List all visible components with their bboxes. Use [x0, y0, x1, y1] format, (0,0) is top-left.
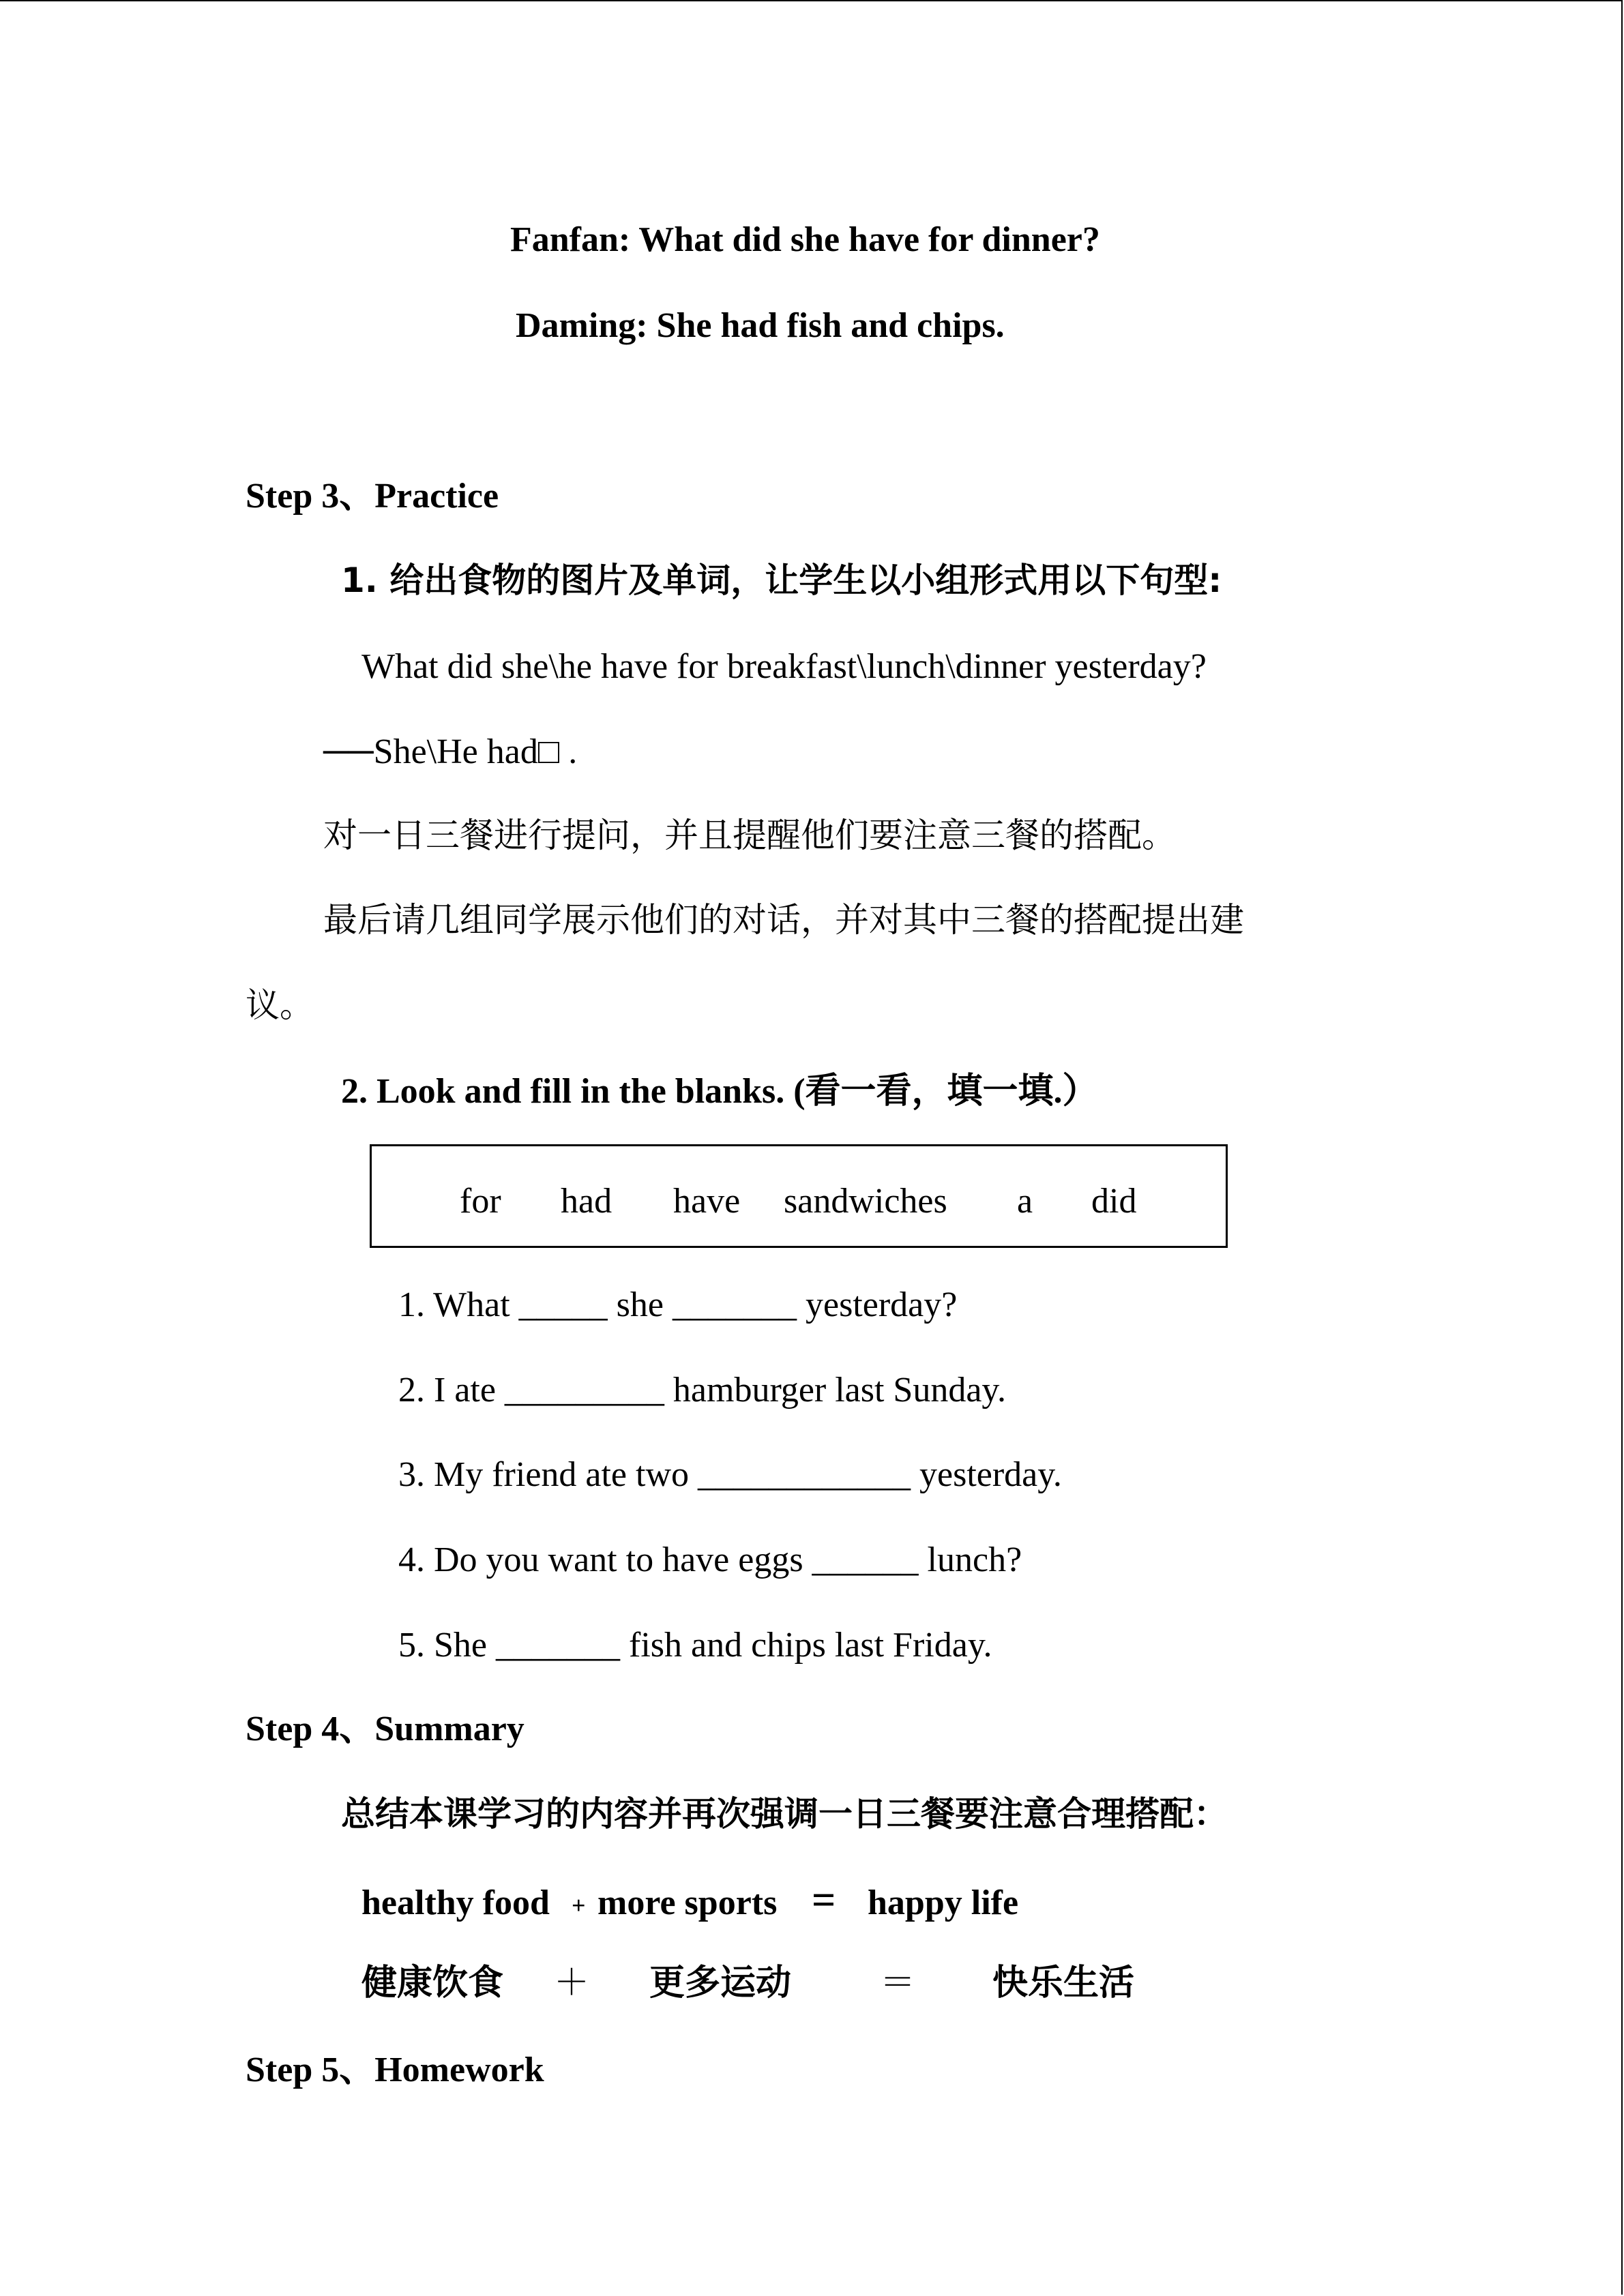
- step5-heading: Step 5、Homework: [246, 2051, 544, 2089]
- task2-title: 2. Look and fill in the blanks. (看一看，填一填.）: [341, 1072, 1098, 1111]
- word-bank-item: for: [460, 1182, 501, 1221]
- exercise-item: 5. She _______ fish and chips last Friday.: [398, 1626, 992, 1665]
- task1-title: 1. 给出食物的图片及单词，让学生以小组形式用以下句型:: [341, 561, 1222, 600]
- formula-cn-more-sports: 更多运动: [649, 1963, 792, 2003]
- formula-cn-plus: ＋: [554, 1963, 590, 2003]
- step3-heading: Step 3、Practice: [246, 477, 499, 516]
- instruction-2-continued: 议。: [246, 985, 314, 1025]
- formula-en-more-sports: more sports: [597, 1883, 778, 1922]
- formula-en-plus: +: [572, 1892, 586, 1919]
- formula-cn-equals: ＝: [880, 1963, 916, 2003]
- summary-text: 总结本课学习的内容并再次强调一日三餐要注意合理搭配：: [341, 1794, 1228, 1834]
- pattern-answer: ──She\He had□ .: [323, 732, 578, 771]
- pattern-question: What did she\he have for breakfast\lunch\dinner yesterday?: [361, 647, 1207, 686]
- step4-heading: Step 4、Summary: [246, 1710, 525, 1748]
- word-bank-item: a: [1017, 1182, 1033, 1221]
- dialogue-line-fanfan: Fanfan: What did she have for dinner?: [510, 220, 1100, 259]
- formula-en-equals: =: [812, 1877, 836, 1924]
- formula-en-happy-life: happy life: [868, 1883, 1019, 1922]
- word-bank-item: have: [673, 1182, 741, 1221]
- exercise-item: 4. Do you want to have eggs ______ lunch?: [398, 1540, 1022, 1579]
- formula-cn-happy-life: 快乐生活: [992, 1963, 1135, 2003]
- word-bank-item: sandwiches: [784, 1182, 947, 1221]
- word-bank-item: had: [561, 1182, 612, 1221]
- exercise-item: 3. My friend ate two ____________ yesterday.: [398, 1455, 1062, 1494]
- instruction-1: 对一日三餐进行提问，并且提醒他们要注意三餐的搭配。: [323, 816, 1176, 855]
- formula-en-healthy-food: healthy food: [361, 1883, 550, 1922]
- exercise-item: 1. What _____ she _______ yesterday?: [398, 1285, 958, 1324]
- dialogue-line-daming: Daming: She had fish and chips.: [516, 306, 1005, 345]
- formula-cn-healthy-diet: 健康饮食: [361, 1963, 504, 2003]
- word-bank-item: did: [1091, 1182, 1137, 1221]
- instruction-2: 最后请几组同学展示他们的对话，并对其中三餐的搭配提出建: [323, 900, 1244, 940]
- exercise-item: 2. I ate _________ hamburger last Sunday.: [398, 1371, 1007, 1410]
